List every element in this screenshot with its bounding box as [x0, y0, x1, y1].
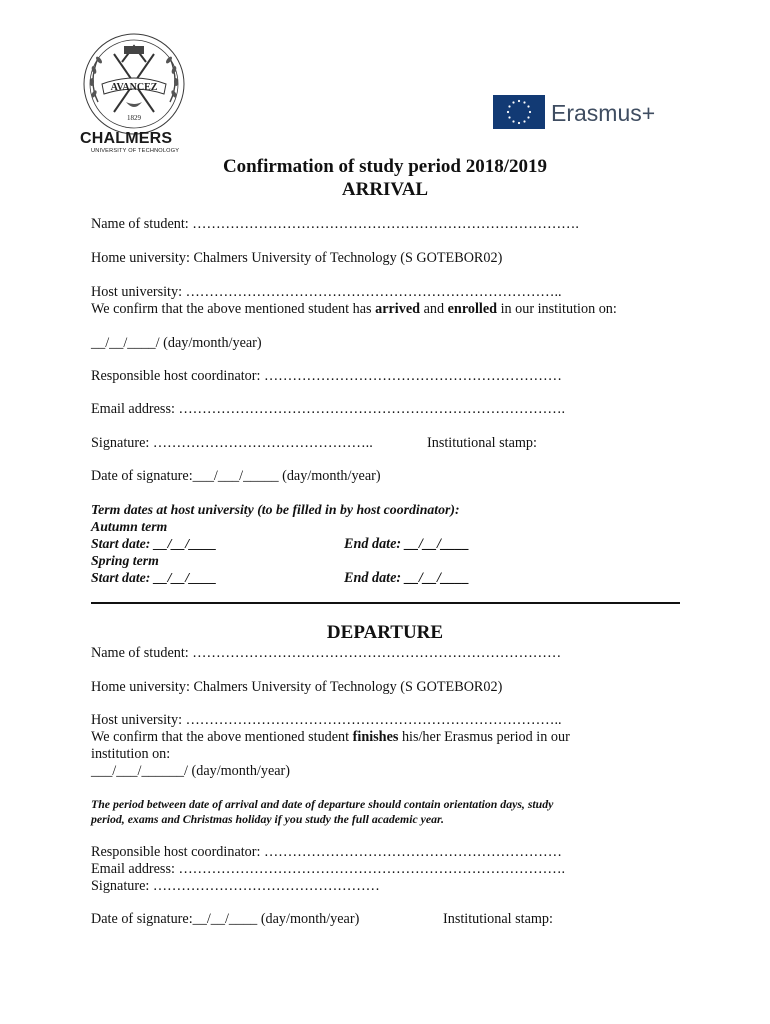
departure-coordinator-field[interactable]: Responsible host coordinator: ………………………………………………………	[91, 844, 562, 860]
erasmus-logo	[493, 95, 673, 131]
spring-term-label: Spring term	[91, 553, 159, 568]
departure-heading: DEPARTURE	[326, 622, 444, 643]
departure-home-university: Home university: Chalmers University of Technology (S GOTEBOR02)	[91, 679, 503, 695]
autumn-end-date-field[interactable]: End date: __/__/____	[344, 536, 470, 552]
arrival-coordinator-field[interactable]: Responsible host coordinator: ………………………………………………………	[91, 368, 562, 384]
arrival-signature-field[interactable]: Signature: ………………………………………..	[91, 435, 373, 451]
departure-host-university-field[interactable]: Host university: ……………………………………………………………………..	[91, 712, 562, 728]
spring-start-date-field[interactable]: Start date: __/__/____	[91, 570, 217, 585]
departure-institutional-stamp: Institutional stamp:	[443, 911, 553, 927]
arrived-emphasis: arrived	[375, 301, 421, 317]
arrival-host-university-field[interactable]: Host university: ……………………………………………………………………..	[91, 284, 562, 300]
departure-email-field[interactable]: Email address: ……………………………………………………………………….	[91, 861, 566, 877]
svg-text:1829: 1829	[127, 114, 141, 122]
arrival-institutional-stamp: Institutional stamp:	[427, 435, 537, 451]
arrival-heading: ARRIVAL	[341, 179, 429, 200]
arrival-confirm-mid: and	[420, 301, 448, 317]
chalmers-seal-icon	[80, 32, 188, 136]
autumn-term-label: Autumn term	[91, 519, 168, 534]
arrival-confirmation-text	[91, 301, 617, 318]
departure-confirmation-text	[91, 729, 570, 746]
autumn-start-date-field[interactable]: Start date: __/__/____	[91, 536, 217, 551]
departure-confirm-post: his/her Erasmus period in our	[398, 729, 570, 745]
svg-text:AVANCEZ: AVANCEZ	[110, 82, 158, 93]
departure-date-field[interactable]: ___/___/______/ (day/month/year)	[91, 763, 290, 779]
departure-signature-field[interactable]: Signature: …………………………………………	[91, 878, 380, 894]
arrival-name-field[interactable]: Name of student: ……………………………………………………………………….	[91, 216, 579, 232]
enrolled-emphasis: enrolled	[447, 301, 498, 317]
period-note-line2: period, exams and Christmas holiday if you study the full academic year.	[91, 812, 444, 826]
chalmers-logo	[80, 32, 188, 156]
departure-signature-date-field[interactable]: Date of signature:__/__/____ (day/month/year)	[91, 911, 360, 927]
arrival-home-university: Home university: Chalmers University of Technology (S GOTEBOR02)	[91, 250, 503, 266]
chalmers-wordmark: CHALMERS	[80, 130, 173, 147]
arrival-confirm-post: in our institution on:	[497, 301, 617, 317]
departure-name-field[interactable]: Name of student: ……………………………………………………………………	[91, 645, 562, 661]
term-dates-heading: Term dates at host university (to be filled in by host coordinator):	[91, 502, 460, 517]
finishes-emphasis: finishes	[352, 729, 399, 745]
section-divider	[91, 602, 680, 604]
departure-confirm-pre: We confirm that the above mentioned student	[91, 729, 353, 745]
erasmus-wordmark: Erasmus+	[551, 100, 656, 126]
period-note-line1: The period between date of arrival and date of departure should contain orientation days, study	[91, 797, 554, 811]
arrival-confirm-pre: We confirm that the above mentioned student has	[91, 301, 376, 317]
arrival-signature-date-field[interactable]: Date of signature:___/___/_____ (day/month/year)	[91, 468, 381, 484]
document-title: Confirmation of study period 2018/2019	[222, 156, 548, 177]
arrival-email-field[interactable]: Email address: ……………………………………………………………………….	[91, 401, 566, 417]
departure-confirmation-line2: institution on:	[91, 746, 171, 762]
spring-end-date-field[interactable]: End date: __/__/____	[344, 570, 470, 586]
arrival-date-field[interactable]: __/__/____/ (day/month/year)	[91, 335, 262, 351]
eu-flag-icon	[493, 95, 545, 129]
chalmers-subtitle: UNIVERSITY OF TECHNOLOGY	[91, 148, 180, 154]
